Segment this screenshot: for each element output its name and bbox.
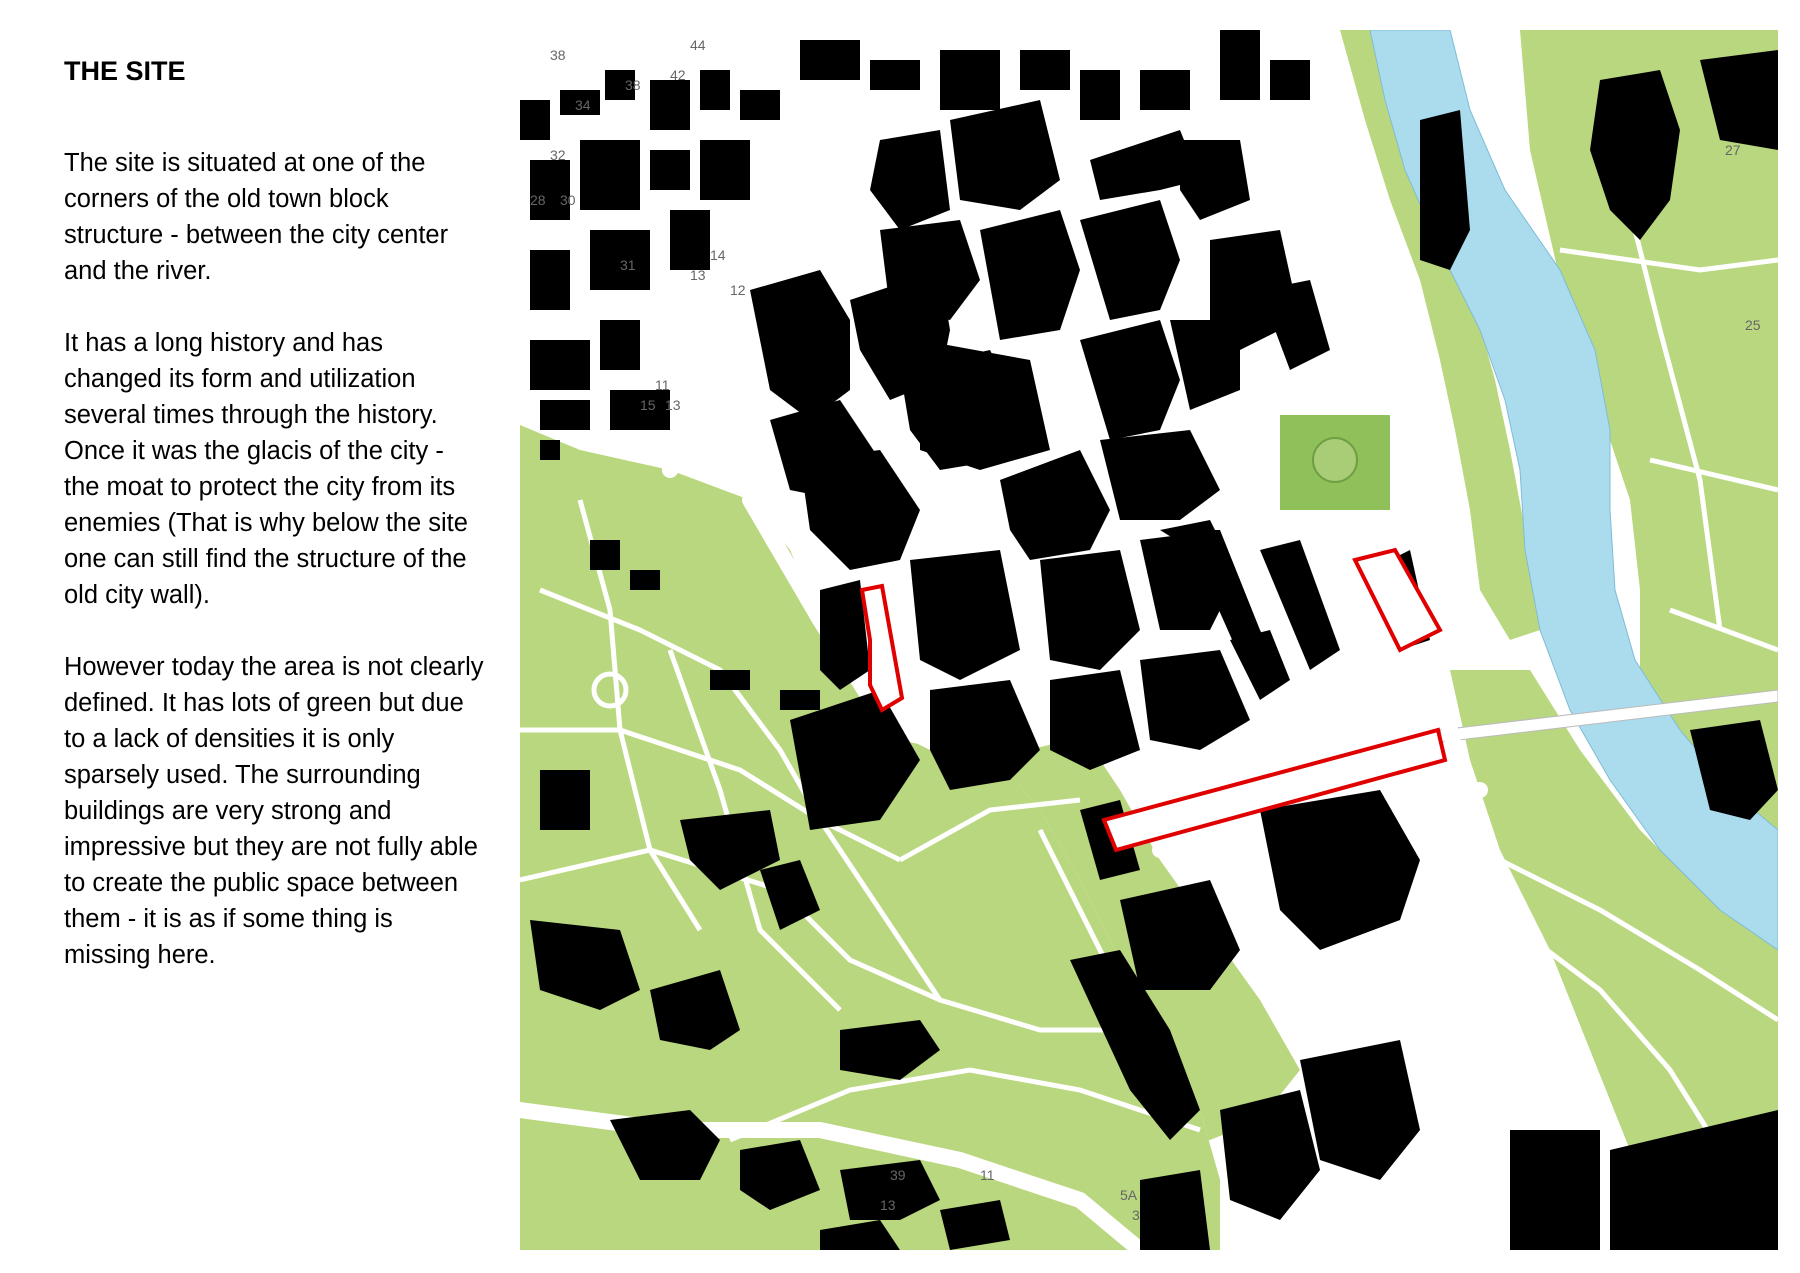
street-number: 11 [655,377,670,393]
street-number: 38 [550,47,566,63]
street-number: 13 [880,1197,896,1213]
street-number: 30 [560,192,576,208]
street-number: 42 [670,67,686,83]
street-number: 34 [575,97,591,113]
map-canvas [520,30,1778,1250]
paragraph-history: It has a long history and has changed its form and utilization several times through the history. Once it was the glacis of the city - the moat to protect the city from its enemies (That is why below the site one can still find the structure of the old city wall). [64,329,468,609]
street-number: 31 [620,257,636,273]
square-park [1280,415,1390,510]
paragraph-today: However today the area is not clearly defined. It has lots of green but due to a lack of densities it is only sparsely used. The surrounding buildings are very strong and impressive but they are not fully able to create the public space between them - it is as if some thing is missing here. [64,653,484,969]
street-number: 38 [625,77,641,93]
street-number: 32 [550,147,566,163]
street-number: 15 [640,397,656,413]
street-number: 44 [690,37,706,53]
street-number: 25 [1745,317,1761,333]
street-number: 27 [1725,142,1741,158]
street-number: 39 [890,1167,906,1183]
street-number: 3 [1132,1207,1140,1223]
street-number: 28 [530,192,546,208]
page-title: THE SITE [64,56,186,86]
street-number: 14 [710,247,726,263]
paragraph-location: The site is situated at one of the corners of the old town block structure - between the city center and the river. [64,149,449,285]
text-panel [64,56,484,1009]
site-map[interactable] [520,30,1778,1250]
street-number: 13 [690,267,706,283]
street-number: 13 [665,397,681,413]
street-number: 5A [1120,1187,1138,1203]
street-number: 11 [980,1167,995,1183]
street-number: 12 [730,282,746,298]
